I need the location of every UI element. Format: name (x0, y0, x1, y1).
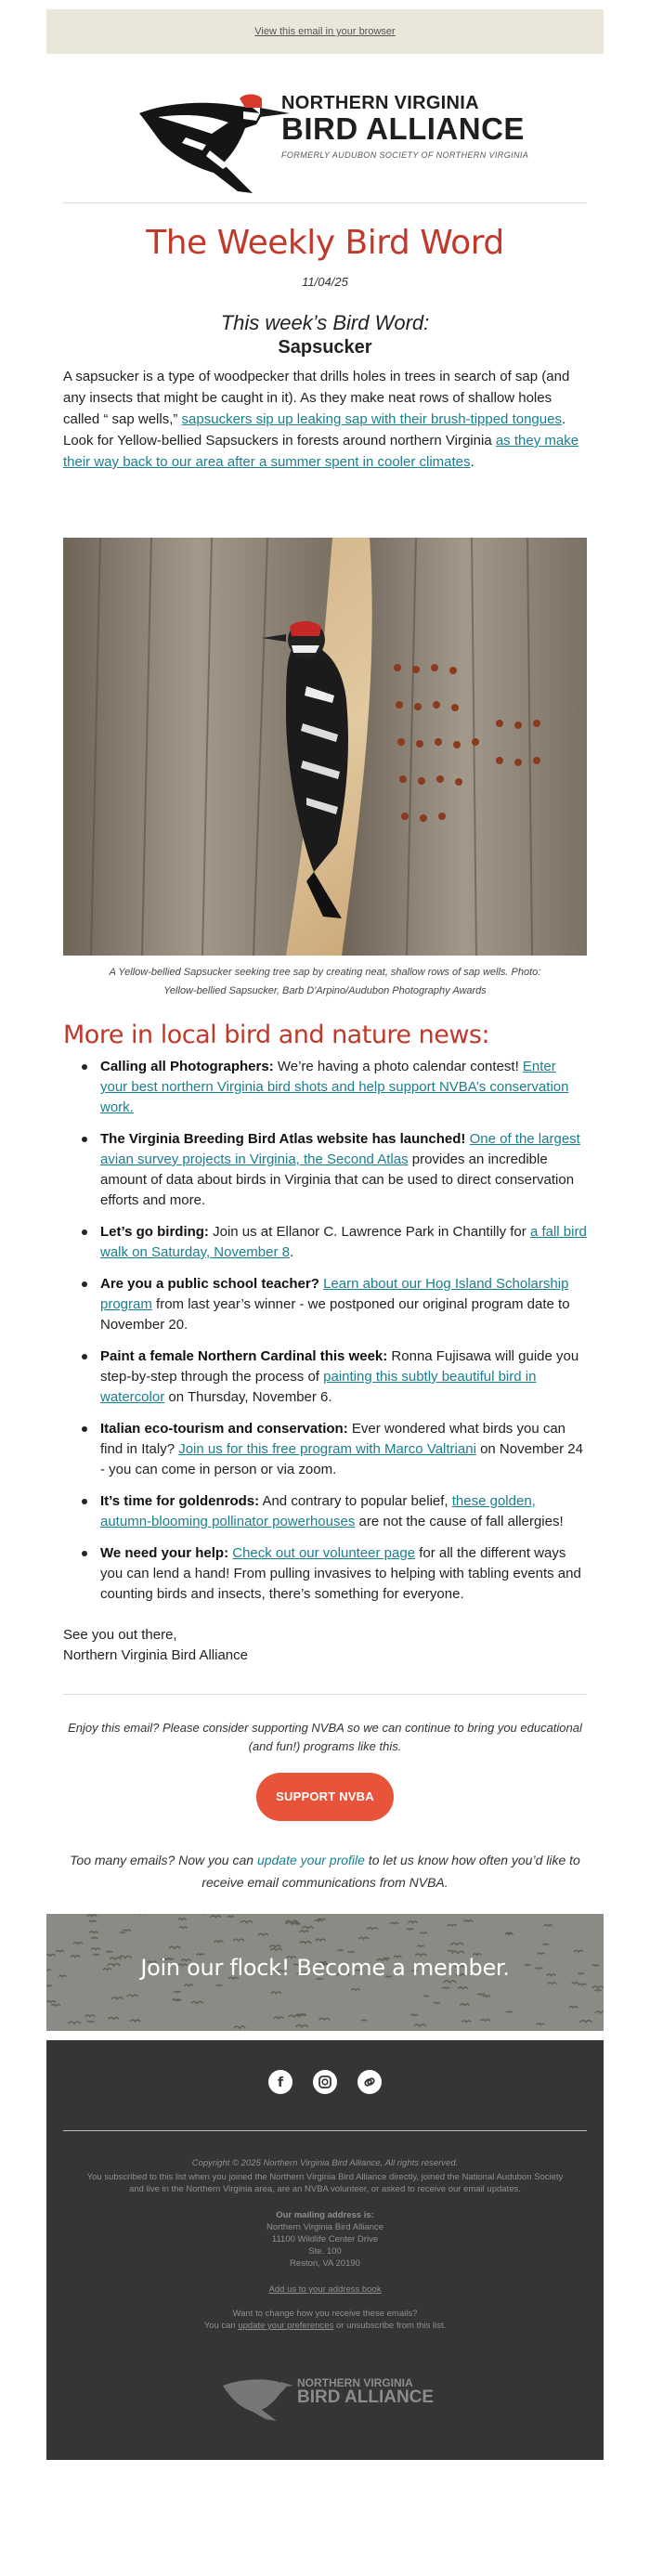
social-links (46, 2070, 604, 2094)
membership-banner[interactable] (46, 1914, 604, 2031)
flock-bird-mark (423, 1996, 429, 1997)
news-heading: More in local bird and nature news: (63, 1021, 587, 1049)
caption-line2: Yellow-bellied Sapsucker, Barb D'Arpino/Audubon Photography Awards (93, 982, 557, 1000)
profile-note (65, 1849, 585, 1893)
bird-word-description (63, 366, 587, 473)
mailing-address-label: Our mailing address is: (46, 2209, 604, 2221)
list-item (63, 1347, 587, 1408)
signoff-line2: Northern Virginia Bird Alliance (63, 1646, 587, 1666)
news-item-text: We’re having a photo calendar contest! (274, 1059, 523, 1074)
volunteer-link[interactable]: Check out our volunteer page (232, 1545, 415, 1561)
logo-line2: BIRD ALLIANCE (281, 111, 525, 147)
address-line3: Ste. 100 (46, 2245, 604, 2257)
banner-text: Join our flock! Become a member. (46, 1955, 604, 1981)
photo-contest-link[interactable]: Enter your best northern Virginia bird shots and help support NVBA’s conservation work. (100, 1059, 568, 1115)
italy-program-link[interactable]: Join us for this free program with Marco Valtriani (178, 1441, 476, 1457)
address-line2: 11100 Wildlife Center Drive (46, 2233, 604, 2245)
instagram-icon[interactable] (313, 2070, 337, 2094)
news-item-text: Ever wondered what birds you can find in Italy? (100, 1421, 566, 1457)
subscription-text-2: and live in the Northern Virginia area, are an NVBA volunteer, or asked to receive our email updates. (46, 2183, 604, 2195)
news-item-title: Let’s go birding: (100, 1224, 209, 1240)
photo-caption (93, 963, 557, 1000)
email-container (46, 9, 604, 2460)
flock-bird-mark (106, 1951, 112, 1952)
footer-woodpecker-logo-icon (219, 2369, 293, 2421)
flock-bird-mark (300, 2014, 306, 2015)
logo[interactable] (46, 54, 604, 202)
news-item-title: We need your help: (100, 1545, 228, 1561)
address-line4: Reston, VA 20190 (46, 2257, 604, 2270)
watercolor-link[interactable]: painting this subtly beautiful bird in watercolor (100, 1369, 536, 1405)
view-in-browser-link[interactable]: View this email in your browser (254, 26, 395, 37)
list-item (63, 1543, 587, 1605)
news-item-text: . (290, 1244, 293, 1260)
footer (46, 2040, 604, 2460)
flock-bird-mark (120, 1932, 125, 1933)
sap-tongue-link[interactable]: sapsuckers sip up leaking sap with their brush-tipped tongues (182, 411, 562, 427)
flock-bird-mark (361, 2020, 367, 2021)
flock-bird-mark (91, 1937, 98, 1938)
profile-text-2: to let us know how often you’d like to receive email communications from NVBA. (202, 1853, 580, 1890)
logo-line3: FORMERLY AUDUBON SOCIETY OF NORTHERN VIRGINIA (281, 150, 528, 160)
scholarship-link[interactable]: Learn about our Hog Island Scholarship program (100, 1276, 568, 1312)
flock-bird-mark (448, 1950, 453, 1951)
copyright-text: Copyright © 2025 Northern Virginia Bird Alliance, All rights reserved. (46, 2157, 604, 2169)
change-delivery-text: Want to change how you receive these emails? (46, 2308, 604, 2320)
news-item-title: Are you a public school teacher? (100, 1276, 319, 1292)
issue-date: 11/04/25 (46, 275, 604, 289)
footer-divider (63, 2130, 587, 2131)
news-item-title: Italian eco-tourism and conservation: (100, 1421, 348, 1437)
flock-bird-mark (543, 1944, 549, 1945)
flock-bird-mark (216, 1984, 223, 1985)
prefs-text: . (444, 2321, 447, 2331)
flock-bird-mark (228, 1916, 233, 1917)
website-link-icon[interactable] (358, 2070, 382, 2094)
news-item-text: Join us at Ellanor C. Lawrence Park in Chantilly for (209, 1224, 530, 1240)
update-profile-link[interactable]: update your profile (257, 1853, 365, 1867)
divider (63, 1694, 587, 1695)
list-item (63, 1491, 587, 1532)
bird-atlas-link[interactable]: One of the largest avian survey projects in Virginia, the Second Atlas (100, 1131, 580, 1167)
profile-text-1: Too many emails? Now you can (70, 1853, 257, 1867)
news-item-title: It’s time for goldenrods: (100, 1493, 259, 1509)
list-item (63, 1129, 587, 1211)
news-item-text: Ronna Fujisawa will guide you step-by-step through the process of (100, 1348, 578, 1385)
desc-text-2: . Look for Yellow-bellied Sapsuckers in forests around northern Virginia (63, 411, 566, 449)
bird-word-intro: This week’s Bird Word: (46, 311, 604, 335)
list-item (63, 1274, 587, 1335)
news-item-text: provides an incredible amount of data about birds in Virginia that can be used to direct conservation efforts and more. (100, 1151, 574, 1208)
flock-bird-mark (338, 1950, 344, 1951)
list-item (63, 1419, 587, 1480)
bird-walk-link[interactable]: a fall bird walk on Saturday, November 8 (100, 1224, 587, 1260)
logo-line1: NORTHERN VIRGINIA (281, 93, 479, 114)
news-item-title: Calling all Photographers: (100, 1059, 274, 1074)
news-item-text: from last year’s winner - we postponed our original program date to November 20. (100, 1296, 570, 1333)
desc-text-1: A sapsucker is a type of woodpecker that drills holes in trees in search of sap (and any insects that might be caught in it). As they make neat rows of shallow holes called “ sap wells,” (63, 369, 569, 427)
prefs-text: You can (204, 2321, 239, 2331)
preferences-line (46, 2320, 604, 2332)
news-item-text: And contrary to popular belief, (259, 1493, 452, 1509)
sapsucker-photo (63, 538, 587, 956)
list-item (63, 1057, 587, 1118)
support-nvba-button[interactable]: SUPPORT NVBA (256, 1773, 394, 1821)
news-list (63, 1057, 587, 1605)
unsubscribe-link[interactable]: unsubscribe from this list (346, 2321, 444, 2331)
facebook-icon[interactable] (268, 2070, 292, 2094)
bird-word: Sapsucker (46, 337, 604, 358)
news-item-text: are not the cause of fall allergies! (355, 1514, 563, 1529)
prefs-text: or (333, 2321, 346, 2331)
address-book-link[interactable]: Add us to your address book (46, 2283, 604, 2296)
subscription-text-1: You subscribed to this list when you joined the Northern Virginia Bird Alliance directly, joined the National Audubon Society (46, 2171, 604, 2183)
signoff-line1: See you out there, (63, 1625, 587, 1646)
update-preferences-link[interactable]: update your preferences (238, 2321, 333, 2331)
desc-text-3: . (471, 454, 474, 470)
support-text: Enjoy this email? Please consider supporting NVBA so we can continue to bring you educational (and fun!) programs like this. (65, 1719, 585, 1756)
list-item (63, 1222, 587, 1263)
flock-bird-mark (174, 1991, 180, 1992)
footer-logo-line2: BIRD ALLIANCE (297, 2387, 434, 2408)
caption-line1: A Yellow-bellied Sapsucker seeking tree sap by creating neat, shallow rows of sap wells. Photo: (93, 963, 557, 982)
news-item-title: Paint a female Northern Cardinal this week: (100, 1348, 387, 1364)
news-item-text: on November 24 - you can come in person or via zoom. (100, 1441, 583, 1477)
sapsucker-photo-image (63, 538, 587, 956)
svg-text:f: f (278, 2075, 284, 2090)
migration-link[interactable]: as they make their way back to our area after a summer spent in cooler climates (63, 433, 578, 470)
preheader (46, 9, 604, 54)
flock-bird-mark (572, 1983, 578, 1984)
news-item-text: on Thursday, November 6. (164, 1389, 332, 1405)
newsletter-title: The Weekly Bird Word (46, 224, 604, 262)
news-item-text: for all the different ways you can lend a hand! From pulling invasives to helping with tabling events and counting birds and insects, there’s something for everyone. (100, 1545, 581, 1602)
footer-logo-line1: NORTHERN VIRGINIA (297, 2376, 413, 2389)
flock-bird-mark (434, 2002, 440, 2003)
signoff (63, 1625, 587, 1666)
flock-bird-mark (348, 1951, 355, 1952)
flock-bird-mark (595, 1990, 602, 1991)
address-line1: Northern Virginia Bird Alliance (46, 2221, 604, 2233)
divider (63, 202, 587, 203)
flock-bird-mark (506, 2011, 513, 2012)
news-item-title: The Virginia Breeding Bird Atlas website has launched! (100, 1131, 465, 1147)
goldenrod-link[interactable]: these golden, autumn-blooming pollinator powerhouses (100, 1493, 536, 1529)
